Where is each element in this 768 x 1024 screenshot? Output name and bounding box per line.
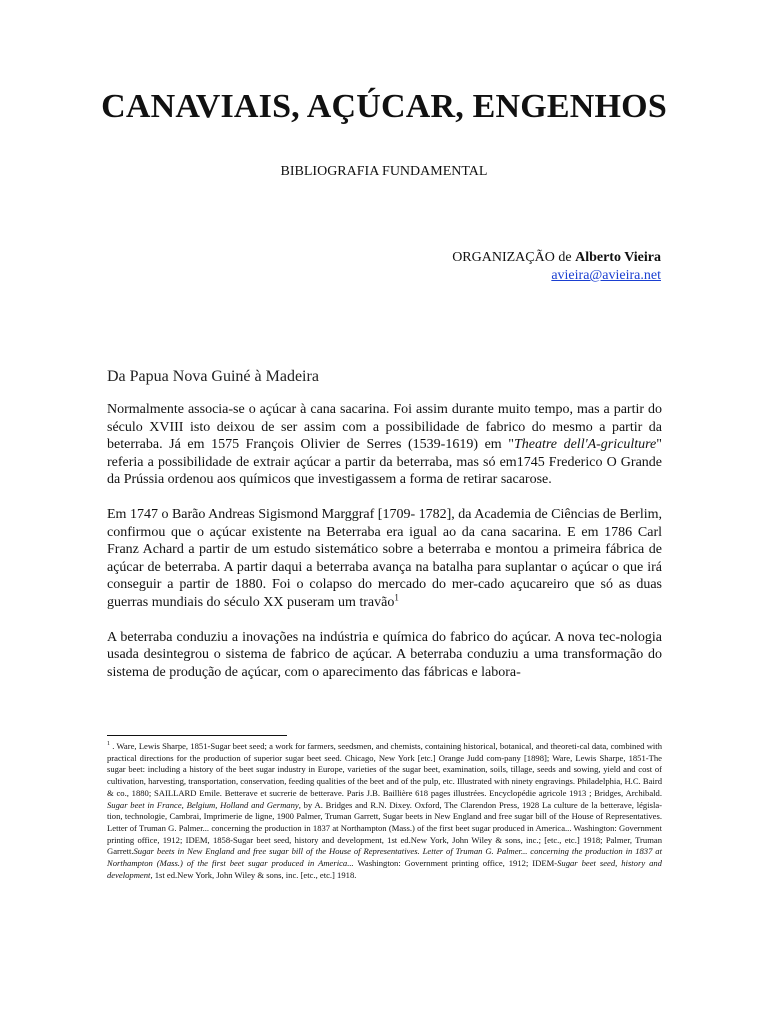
footnote-text-a: . Ware, Lewis Sharpe, 1851-Sugar beet seed; a work for farmers, seedsmen, and chemists, containing historical, botanical, and theoreti-cal data, combined with practical directions for the production of superior sugar beet seed. Chicago, New York [etc.] Orange Judd com-pany [1898]; Ware, Lewis Sharpe, 1851-The sugar beet: including a history of the beet sugar industry in Europe, varieties of the sugar beet, examination, soils, tillage, seeds and sowing, yield and cost of cultivation, harvesting, transportation, conservation, feeding qualities of the beet and of the pulp, etc. Illustrated with ninety engravings. Philadelphia, H.C. Baird & co., 1880; SAILLARD Emile. Betterave et sucrerie de betterave. Paris J.B. Baillière 618 pages illustrées. Encyclopédie agricole 1913 ; Bridges, Archibald. [107, 741, 662, 798]
footnote [107, 741, 662, 881]
footnote-italic-c: Sugar beet seed, history and development [107, 858, 662, 880]
document-title: CANAVIAIS, AÇÚCAR, ENGENHOS [101, 88, 667, 125]
paragraph-1-text-b: " referia a possibilidade de extrair açúcar a partir da beterraba, mas só em1745 Frederico O Grande da Prússia ordenou aos químicos que investigassem a forma de retirar sacarose. [107, 437, 662, 488]
footnote-reference[interactable]: 1 [394, 592, 399, 603]
paragraph-3-text: A beterraba conduziu a inovações na indústria e química do fabrico do açúcar. A nova tec-nologia usada desintegrou o sistema de fabrico de açúcar. A beterraba conduziu a uma transformação do sistema de produção de açúcar, com o aparecimento das fábricas e labora- [107, 629, 662, 680]
footnote-italic-b: Sugar beets in New England and free sugar bill of the House of Representatives. Letter of Truman G. Palmer... concerning the production in 1837 at Northampton (Mass.) of the first beet sugar produced in America... [107, 846, 662, 869]
author-email-link[interactable]: avieira@avieira.net [551, 268, 661, 283]
organization-line [452, 249, 661, 267]
paragraph-3 [107, 629, 662, 682]
body-text [107, 401, 662, 698]
organization-author: Alberto Vieira [575, 250, 661, 265]
footnote-text-d: , 1st ed.New York, John Wiley & sons, inc. [etc., etc.] 1918. [150, 869, 357, 880]
paragraph-2 [107, 506, 662, 612]
document-subtitle: BIBLIOGRAFIA FUNDAMENTAL [280, 164, 488, 179]
paragraph-2-text: Em 1747 o Barão Andreas Sigismond Marggraf [1709- 1782], da Academia de Ciências de Berlim, confirmou que o açúcar existente na Beterraba era igual ao da cana sacarina. E em 1786 Carl Franz Achard a partir de um estudo sistemático sobre a beterraba e montou a primeira fábrica de açúcar de beterraba. A partir daqui a beterraba avança na batalha para suplantar o açúcar o que irá conseguir a partir de 1880. Foi o colapso do mercado do mer-cado açucareiro que só as duas guerras mundiais do século XX puseram um travão [107, 506, 662, 610]
footnote-marker: 1 [107, 741, 110, 748]
footnote-italic-a: Sugar beet in France, Belgium, Holland and Germany [107, 799, 299, 810]
paragraph-1 [107, 401, 662, 489]
section-title: Da Papua Nova Guiné à Madeira [107, 368, 319, 385]
footnote-text-c: Washington: Government printing office, 1912; IDEM- [353, 858, 558, 869]
paragraph-1-italic: Theatre dell'A-griculture [513, 437, 657, 453]
footnote-text-b: , by A. Bridges and R.N. Dixey. Oxford, The Clarendon Press, 1928 La culture de la betterave, législa-tion, technologie, Cambrai, Imprimerie de ligne, 1900 Palmer, Truman Garrett, Sugar beets in New England and free sugar bill of the House of Representatives. Letter of Truman G. Palmer... concerning the production in 1837 at Northampton (Mass.) of the first beet sugar produced in America... Washington: Government printing office, 1912; IDEM, 1858-Sugar beet seed, history and development, 1st ed.New York, John Wiley & sons, inc.; [etc., etc.] 1918; Palmer, Truman Garrett. [107, 799, 663, 857]
organization-block [452, 249, 661, 285]
paragraph-1-text-a: Normalmente associa-se o açúcar à cana sacarina. Foi assim durante muito tempo, mas a partir do século XVIII isto deixou de ser assim com a possibilidade de fabrico do mesmo a partir da beterraba. Já em 1575 François Olivier de Serres (1539-1619) em " [107, 402, 662, 453]
organization-prefix: ORGANIZAÇÃO de [452, 250, 576, 265]
footnote-divider [107, 735, 287, 736]
